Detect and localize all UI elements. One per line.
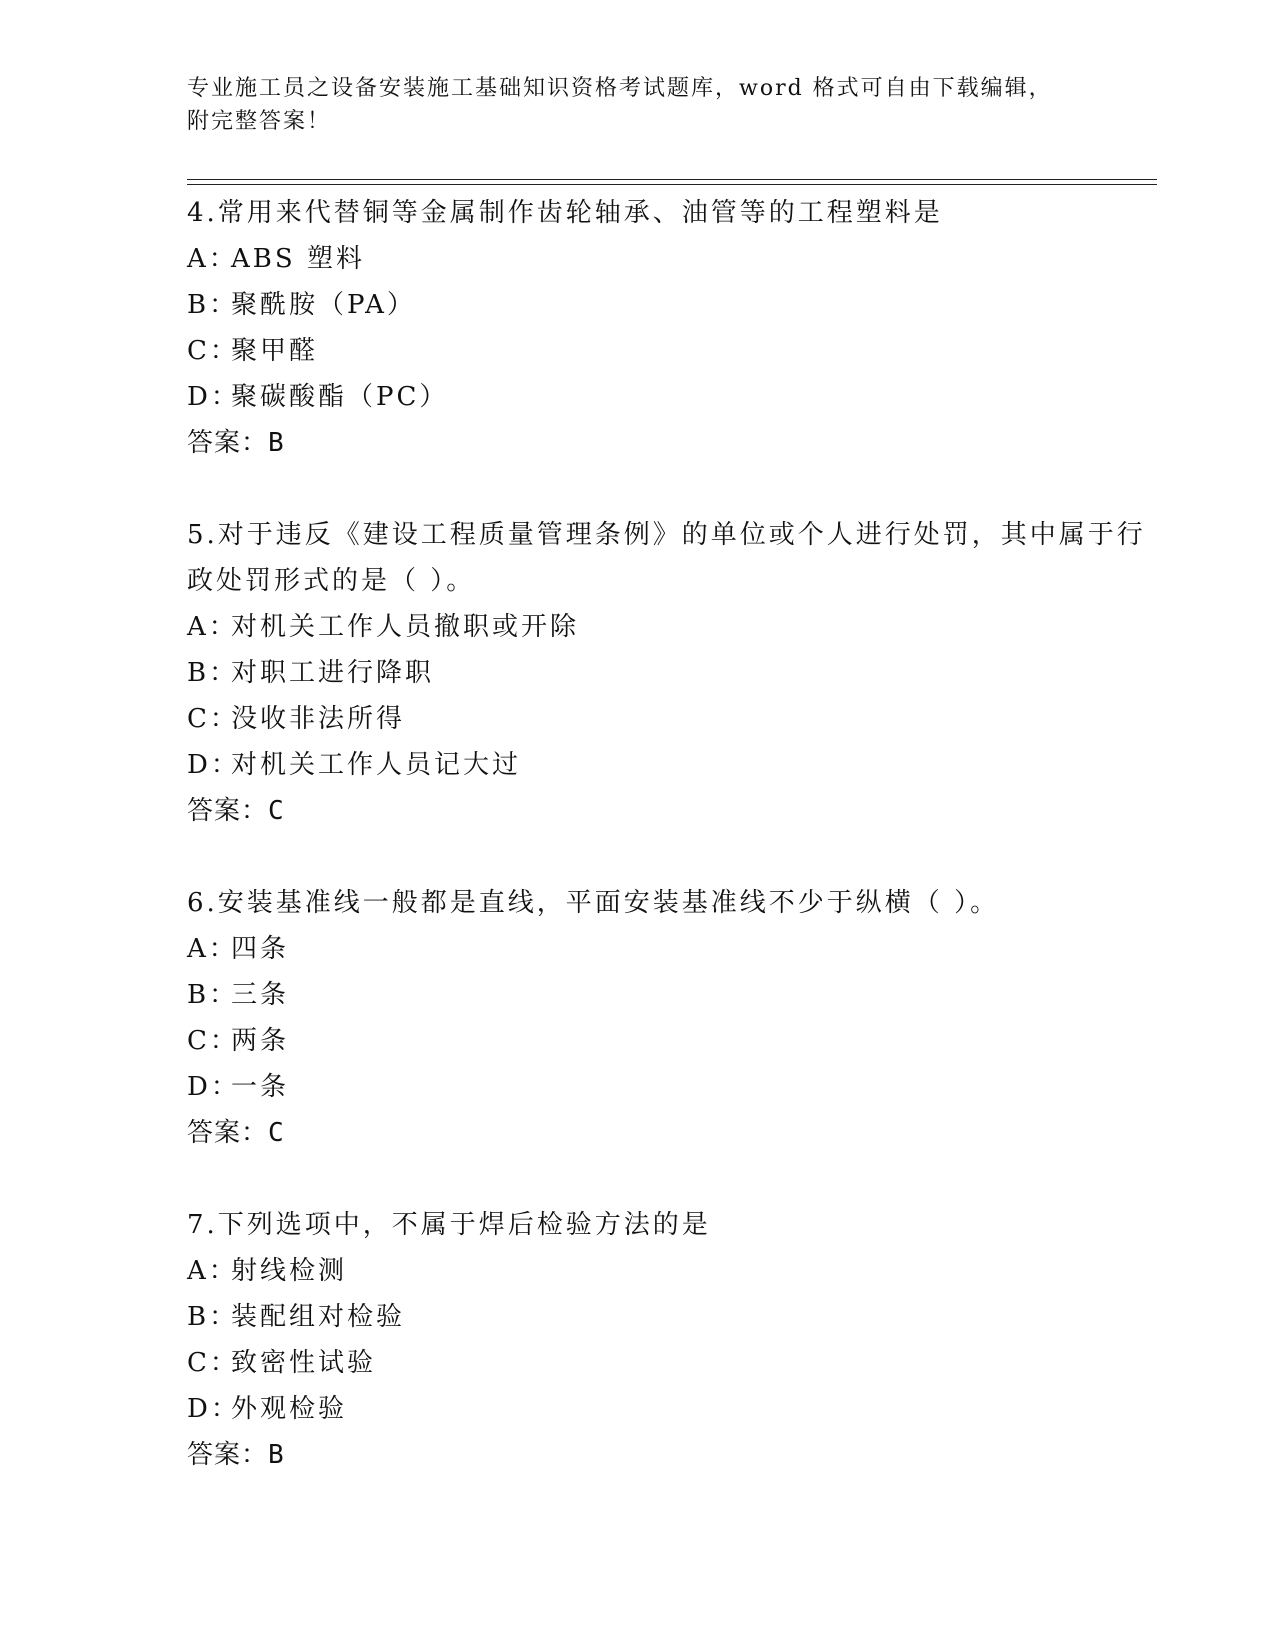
answer-label: 答案： xyxy=(187,1440,269,1470)
option-key: D： xyxy=(187,1394,240,1424)
option-d xyxy=(187,1064,1147,1110)
option-text: 一条 xyxy=(231,1072,290,1102)
option-text: 对职工进行降职 xyxy=(231,658,435,688)
option-c xyxy=(187,1340,1147,1386)
option-text: 装配组对检验 xyxy=(231,1302,406,1332)
option-b xyxy=(187,282,1147,328)
option-b xyxy=(187,972,1147,1018)
document-header xyxy=(187,72,1087,138)
option-key: C： xyxy=(187,1026,239,1056)
header-line-2: 附完整答案！ xyxy=(187,109,332,134)
option-b xyxy=(187,650,1147,696)
option-text: 对机关工作人员记大过 xyxy=(231,750,522,780)
question-stem: 4.常用来代替铜等金属制作齿轮轴承、油管等的工程塑料是 xyxy=(187,198,943,228)
answer-value: C xyxy=(268,1118,285,1148)
option-a xyxy=(187,1248,1147,1294)
option-key: A： xyxy=(187,1256,238,1286)
answer-line xyxy=(187,420,1147,466)
option-key: D： xyxy=(187,1072,240,1102)
question-stem: 7.下列选项中，不属于焊后检验方法的是 xyxy=(187,1210,711,1240)
option-text: 没收非法所得 xyxy=(231,704,406,734)
option-text: 射线检测 xyxy=(231,1256,348,1286)
option-key: D： xyxy=(187,750,240,780)
header-divider-bottom xyxy=(187,184,1157,185)
option-text: 聚碳酸酯（PC） xyxy=(231,382,449,412)
option-text: ABS 塑料 xyxy=(231,244,365,274)
question-block xyxy=(187,1202,1147,1478)
header-line-1: 专业施工员之设备安装施工基础知识资格考试题库，word 格式可自由下载编辑， xyxy=(187,76,1053,101)
option-text: 外观检验 xyxy=(231,1394,348,1424)
option-key: B： xyxy=(187,1302,239,1332)
option-text: 四条 xyxy=(231,934,290,964)
option-b xyxy=(187,1294,1147,1340)
option-key: C： xyxy=(187,704,239,734)
option-d xyxy=(187,374,1147,420)
option-text: 聚甲醛 xyxy=(231,336,319,366)
option-key: C： xyxy=(187,1348,239,1378)
question-block xyxy=(187,880,1147,1156)
option-key: A： xyxy=(187,612,238,642)
answer-label: 答案： xyxy=(187,796,269,826)
question-stem: 5.对于违反《建设工程质量管理条例》的单位或个人进行处罚，其中属于行政处罚形式的是（ ）。 xyxy=(187,520,1146,596)
answer-line xyxy=(187,1432,1147,1478)
option-key: B： xyxy=(187,658,239,688)
option-text: 致密性试验 xyxy=(231,1348,377,1378)
option-text: 聚酰胺（PA） xyxy=(231,290,416,320)
option-key: A： xyxy=(187,934,238,964)
option-key: C： xyxy=(187,336,239,366)
option-key: A： xyxy=(187,244,238,274)
question-stem: 6.安装基准线一般都是直线，平面安装基准线不少于纵横（ ）。 xyxy=(187,888,1000,918)
option-key: B： xyxy=(187,980,239,1010)
option-text: 两条 xyxy=(231,1026,290,1056)
answer-value: B xyxy=(268,1440,285,1470)
answer-label: 答案： xyxy=(187,428,269,458)
header-divider-top xyxy=(187,179,1157,180)
option-d xyxy=(187,742,1147,788)
question-block xyxy=(187,190,1147,466)
option-d xyxy=(187,1386,1147,1432)
option-c xyxy=(187,1018,1147,1064)
question-list xyxy=(187,190,1147,1524)
answer-line xyxy=(187,788,1147,834)
option-key: D： xyxy=(187,382,240,412)
answer-value: C xyxy=(268,796,285,826)
option-a xyxy=(187,926,1147,972)
answer-line xyxy=(187,1110,1147,1156)
option-a xyxy=(187,604,1147,650)
option-c xyxy=(187,328,1147,374)
option-a xyxy=(187,236,1147,282)
option-c xyxy=(187,696,1147,742)
question-block xyxy=(187,512,1147,834)
option-text: 对机关工作人员撤职或开除 xyxy=(231,612,580,642)
option-key: B： xyxy=(187,290,239,320)
option-text: 三条 xyxy=(231,980,290,1010)
answer-value: B xyxy=(268,428,285,458)
answer-label: 答案： xyxy=(187,1118,269,1148)
